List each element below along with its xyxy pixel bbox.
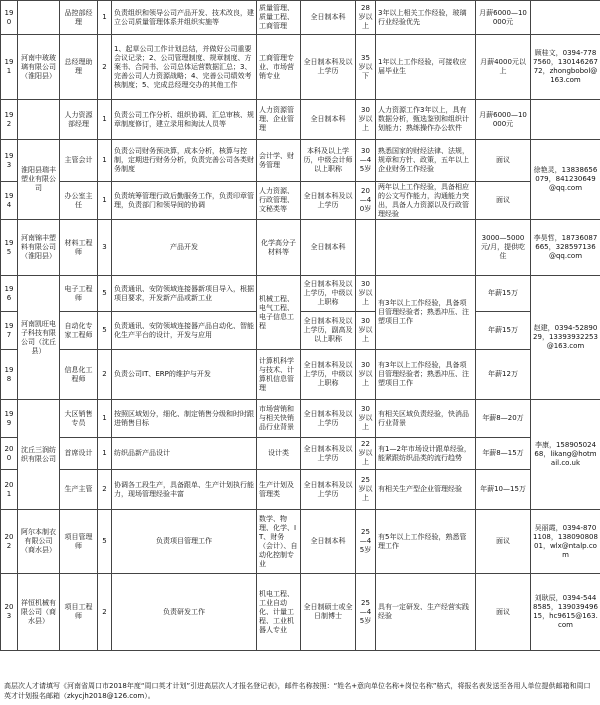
- major-cell: 化学高分子材料等: [257, 220, 301, 276]
- count-cell: 3: [98, 220, 112, 276]
- education-cell: 全日制本科: [301, 220, 356, 276]
- count-cell: 2: [98, 350, 112, 400]
- major-cell: 质量管理、质量工程、工商管理: [257, 1, 301, 35]
- position-cell: 项目工程师: [60, 574, 98, 651]
- duties-cell: 负责公司工作分析、组织协调、汇总审核、规章制度修订，建立录用和淘汰人员等: [112, 100, 257, 140]
- age-cell: 20—40岁: [356, 182, 376, 220]
- position-cell: 大区销售专员: [60, 400, 98, 438]
- salary-cell: 年薪10—15万: [476, 470, 531, 510]
- age-cell: 35岁以下: [356, 35, 376, 100]
- table-row: [1, 100, 600, 140]
- requirements-cell: 两年以上工作经验，具备相应的公文写作能力，沟通能力突出，具备人力资源以及行政管理经验: [376, 182, 476, 220]
- footer-note: 高层次人才请填写《河南省周口市2018年度“周口英才计划”引进高层次人才报名登记表》，邮件名称按照：“姓名+意向单位名称+岗位名称”格式，将报名表发送至各用人单位提供邮箱和周口英才计划报名邮箱（zkycjh2018@126.com）。: [4, 682, 591, 700]
- row-number: 190: [1, 1, 18, 35]
- row-number: 195: [1, 220, 18, 276]
- company-cell: 沈丘三润纺织有限公司: [18, 400, 60, 510]
- education-cell: 本科及以上学历，中级会计师以上职称: [301, 140, 356, 182]
- requirements-cell: 有相关区域负责经验，快消品行业背景: [376, 400, 476, 438]
- table-row: [1, 312, 600, 350]
- requirements-cell: 有1—2年市场设计跟单经验，能紧跟纺织品类的流行趋势: [376, 438, 476, 470]
- duties-cell: 纺织品新产品设计: [112, 438, 257, 470]
- company-cell: 淮阳县瑞丰塑业有限公司: [18, 140, 60, 220]
- contact-cell: 刘耿辰，0394-5448585，13903949615，hc9615@163.com: [531, 574, 600, 651]
- row-number: 196: [1, 276, 18, 312]
- duties-cell: 负责研发工作: [112, 574, 257, 651]
- education-cell: 全日制本科及以上学历: [301, 182, 356, 220]
- duties-cell: 负责组织和领导公司产品开发、技术改良，建立公司质量管理体系并组织实施等: [112, 1, 257, 35]
- age-cell: 30岁以上: [356, 276, 376, 312]
- contact-cell: 吴丽霞，0394-8701108，13809080801，wlx@ntalp.com: [531, 510, 600, 574]
- education-cell: 全日制本科: [301, 1, 356, 35]
- duties-cell: 负责统筹管理行政后勤服务工作，负责印章管理，负责部门和领导间的协调: [112, 182, 257, 220]
- position-cell: 主管会计: [60, 140, 98, 182]
- count-cell: 1: [98, 438, 112, 470]
- age-cell: 22岁以上: [356, 438, 376, 470]
- count-cell: 5: [98, 510, 112, 574]
- count-cell: 2: [98, 35, 112, 100]
- duties-cell: 负责通讯、安防领域连接器新项目导入，根据项目要求，开发新产品或新工业: [112, 276, 257, 312]
- row-number: 203: [1, 574, 18, 651]
- count-cell: 1: [98, 1, 112, 35]
- company-cell: [18, 1, 60, 35]
- count-cell: 1: [98, 182, 112, 220]
- education-cell: 全日制本科: [301, 100, 356, 140]
- company-cell: 河南中玻玻璃有限公司（淮阳县）: [18, 35, 60, 100]
- duties-cell: 负责通讯、安防领域连接器产品自动化、智能化生产平台的设计，开发与应用: [112, 312, 257, 350]
- row-number: 201: [1, 470, 18, 510]
- education-cell: 全日制本科及以上学历: [301, 470, 356, 510]
- contact-cell: 李昊哲，18736087665，328597136@qq.com: [531, 220, 600, 276]
- table-row: [1, 35, 600, 100]
- table-row: [1, 438, 600, 470]
- salary-cell: 年薪8—20万: [476, 400, 531, 438]
- major-cell: 市场营销和与相关快销品行业背景: [257, 400, 301, 438]
- salary-cell: 3000—5000元/月，提供吃住: [476, 220, 531, 276]
- salary-cell: 面议: [476, 574, 531, 651]
- company-cell: 河南锦丰塑料有限公司（淮阳县）: [18, 220, 60, 276]
- count-cell: 5: [98, 312, 112, 350]
- education-cell: 全日制本科及以上学历: [301, 400, 356, 438]
- table-row: [1, 470, 600, 510]
- count-cell: 2: [98, 574, 112, 651]
- duties-cell: 1、起草公司工作计划总结，并做好公司重要会议记录；2、公司管理制度、规章制度、方案书、合同书、公司总体运营数据汇总；3、完善公司人力资源战略；4、完善公司绩效考核制度；5、完成总经理交办的其他工作: [112, 35, 257, 100]
- salary-cell: 年薪15万: [476, 312, 531, 350]
- duties-cell: 负责项目管理工作: [112, 510, 257, 574]
- position-cell: 办公室主任: [60, 182, 98, 220]
- age-cell: 28岁以上: [356, 1, 376, 35]
- position-cell: 生产主管: [60, 470, 98, 510]
- contact-cell: 赵建，0394-5289029，13393932253@163.com: [531, 276, 600, 400]
- age-cell: 25岁以上: [356, 470, 376, 510]
- count-cell: 1: [98, 100, 112, 140]
- position-cell: 项目管理师: [60, 510, 98, 574]
- duties-cell: 协调各工段生产，具备跟单、生产计划执行能力，现场管理经验丰富: [112, 470, 257, 510]
- row-number: 194: [1, 182, 18, 220]
- table-row: [1, 276, 600, 312]
- salary-cell: 月薪6000—10000元: [476, 100, 531, 140]
- salary-cell: 面议: [476, 140, 531, 182]
- row-number: 192: [1, 100, 18, 140]
- salary-cell: 年薪15万: [476, 276, 531, 312]
- row-number: 197: [1, 312, 18, 350]
- requirements-cell: 3年以上相关工作经验，玻璃行业经验优先: [376, 1, 476, 35]
- count-cell: 1: [98, 400, 112, 438]
- major-cell: 机械工程、电气工程、电子信息工程: [257, 276, 301, 350]
- major-cell: 人力资源、行政管理、文秘类等: [257, 182, 301, 220]
- salary-cell: 年薪12万: [476, 350, 531, 400]
- salary-cell: 月薪6000—10000元: [476, 1, 531, 35]
- duties-cell: 负责公司财务预决算，成本分析，核算与控制，定期进行财务分析，负责完善公司各类财务制度: [112, 140, 257, 182]
- company-cell: 阿尔本制衣有限公司（商水县）: [18, 510, 60, 574]
- company-cell: 河南凯旺电子科技有限公司（沈丘县）: [18, 276, 60, 400]
- table-row: [1, 574, 600, 651]
- position-cell: 首席设计: [60, 438, 98, 470]
- salary-cell: 面议: [476, 182, 531, 220]
- major-cell: 人力资源管理、企业管理: [257, 100, 301, 140]
- position-cell: 人力资源部经理: [60, 100, 98, 140]
- major-cell: 数学、物理、化学、IT、财务（会计）、自动化控制专业: [257, 510, 301, 574]
- contact-cell: [531, 100, 600, 140]
- education-cell: 全日制本科及以上学历，中级以上职称: [301, 276, 356, 312]
- age-cell: 30岁以上: [356, 312, 376, 350]
- salary-cell: 月薪4000元以上: [476, 35, 531, 100]
- duties-cell: 负责公司IT、ERP的维护与开发: [112, 350, 257, 400]
- age-cell: 30岁以上: [356, 350, 376, 400]
- contact-cell: [531, 1, 600, 35]
- age-cell: [356, 220, 376, 276]
- table-row: [1, 350, 600, 400]
- table-row: [1, 1, 600, 35]
- education-cell: 全日制本科及以上学历: [301, 35, 356, 100]
- major-cell: 设计类: [257, 438, 301, 470]
- duties-cell: 按照区域划分，细化、制定销售分级和时时跟进销售目标: [112, 400, 257, 438]
- age-cell: 25—45岁: [356, 510, 376, 574]
- major-cell: 会计学、财务管理: [257, 140, 301, 182]
- contact-cell: 顾桂文，0394-7787560，13014626772，zhongbobol@163.com: [531, 35, 600, 100]
- count-cell: 2: [98, 470, 112, 510]
- row-number: 202: [1, 510, 18, 574]
- age-cell: 30—45岁: [356, 140, 376, 182]
- requirements-cell: 具有一定研发、生产经营实践经验: [376, 574, 476, 651]
- age-cell: 30岁以上: [356, 100, 376, 140]
- position-cell: 品控部经理: [60, 1, 98, 35]
- row-number: 199: [1, 400, 18, 438]
- contact-cell: 徐艳灵，13838656079，841230649@qq.com: [531, 140, 600, 220]
- count-cell: 5: [98, 276, 112, 312]
- requirements-cell: 1年以上工作经验，可接收应届毕业生: [376, 35, 476, 100]
- age-cell: 30岁以上: [356, 400, 376, 438]
- position-cell: 电子工程师: [60, 276, 98, 312]
- requirements-cell: 有3年以上工作经验，具备项目管理经验者；熟悉冲压、注塑项目工作: [376, 350, 476, 400]
- row-number: 198: [1, 350, 18, 400]
- major-cell: 机电工程、工业自动化、计量工程、工业机器人专业: [257, 574, 301, 651]
- position-cell: 材料工程师: [60, 220, 98, 276]
- requirements-cell: [376, 220, 476, 276]
- salary-cell: 面议: [476, 510, 531, 574]
- table-row: [1, 220, 600, 276]
- company-cell: [18, 100, 60, 140]
- requirements-cell: 人力资源工作3年以上，具有数据分析，甄选鉴别和组织计划能力；熟练操作办公软件: [376, 100, 476, 140]
- row-number: 193: [1, 140, 18, 182]
- major-cell: 生产计划及管理类: [257, 470, 301, 510]
- table-row: [1, 510, 600, 574]
- age-cell: 25—45岁: [356, 574, 376, 651]
- duties-cell: 产品开发: [112, 220, 257, 276]
- position-cell: 自动化专家工程师: [60, 312, 98, 350]
- contact-cell: 李康，15890502468，likang@hotmail.co.uk: [531, 400, 600, 510]
- table-row: [1, 182, 600, 220]
- table-row: [1, 140, 600, 182]
- table-row: [1, 400, 600, 438]
- requirements-cell: 有5年以上工作经验，熟悉管理工作: [376, 510, 476, 574]
- education-cell: 全日制本科及以上学历，中级以上职称: [301, 350, 356, 400]
- education-cell: 全日制本科及以上学历: [301, 438, 356, 470]
- company-cell: 祥恒机械有限公司（商水县）: [18, 574, 60, 651]
- row-number: 200: [1, 438, 18, 470]
- requirements-cell: 熟悉国家的财经法律、法规，规章和方针、政策，五年以上企业财务工作经验: [376, 140, 476, 182]
- education-cell: 全日制本科: [301, 510, 356, 574]
- row-number: 191: [1, 35, 18, 100]
- major-cell: 计算机科学与技术、计算机信息管理: [257, 350, 301, 400]
- position-cell: 信息化工程师: [60, 350, 98, 400]
- requirements-cell: 有相关生产型企业管理经验: [376, 470, 476, 510]
- major-cell: 工商管理专业、市场营销专业: [257, 35, 301, 100]
- education-cell: 全日制硕士或全日制博士: [301, 574, 356, 651]
- education-cell: 全日制本科及以上学历，副高及以上职称: [301, 312, 356, 350]
- requirements-cell: 有3年以上工作经验，具备项目管理经验者；熟悉冲压、注塑项目工作: [376, 276, 476, 350]
- count-cell: 1: [98, 140, 112, 182]
- salary-cell: 年薪8—15万: [476, 438, 531, 470]
- position-cell: 总经理助理: [60, 35, 98, 100]
